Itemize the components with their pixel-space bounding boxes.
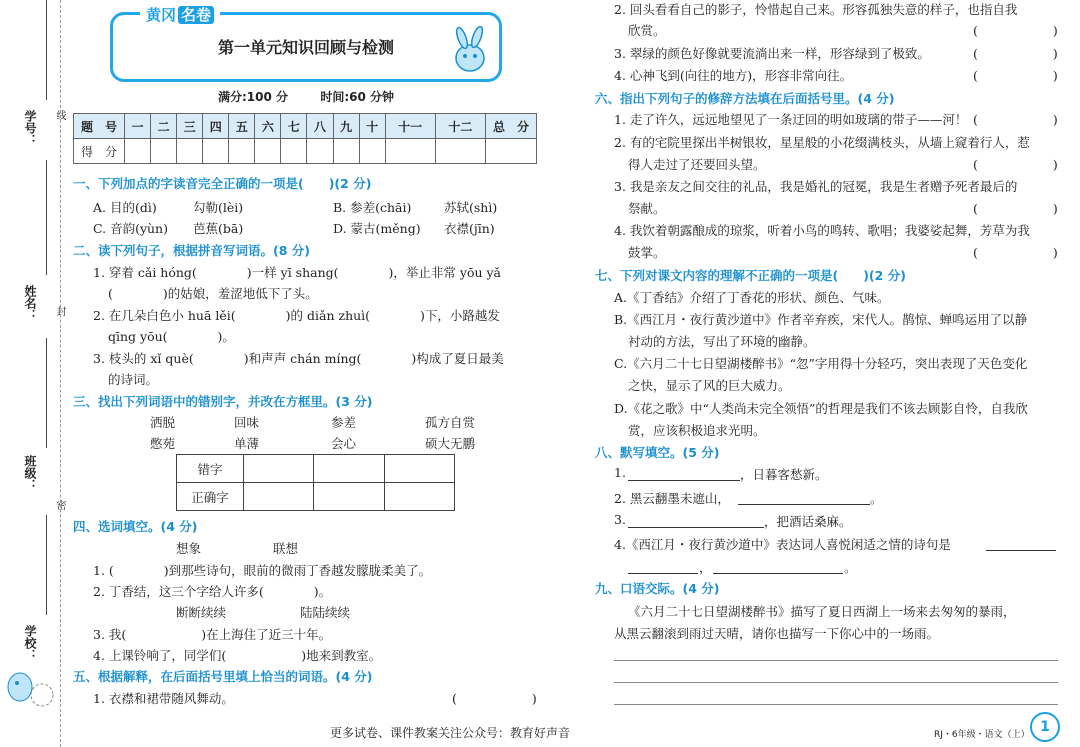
typo-label: 错字	[177, 455, 244, 483]
question-line: ，日暮客愁新。	[740, 467, 828, 482]
fill-blank[interactable]	[628, 480, 740, 481]
answer-box[interactable]	[384, 483, 454, 511]
question-line: 2. 黑云翻墨未遮山，	[614, 491, 730, 506]
option-line: 赏，应该积极追求光明。	[628, 423, 766, 438]
section-1-heading: 一、下列加点的字读音完全正确的一项是( )(2 分)	[73, 176, 372, 191]
score-input[interactable]	[125, 139, 151, 164]
question-line: 1. ( )到那些诗句，眼前的微雨丁香越发朦胧柔美了。	[93, 563, 432, 578]
score-input[interactable]	[177, 139, 203, 164]
question-line: 4. 上课铃响了，同学们( )地来到教室。	[93, 648, 382, 663]
section-7-heading: 七、下列对课文内容的理解不正确的一项是( )(2 分)	[595, 268, 906, 283]
option-b2: 苏轼(shì)	[444, 200, 498, 215]
score-cell: 三	[177, 114, 203, 139]
answer-box[interactable]	[314, 483, 384, 511]
name-label: 姓名：	[23, 285, 37, 321]
writing-line[interactable]	[614, 704, 1058, 705]
score-input[interactable]	[435, 139, 485, 164]
option-b1: B. 参差(chāi)	[333, 200, 412, 215]
score-input[interactable]	[486, 139, 537, 164]
cut-line	[60, 0, 61, 747]
answer-parens[interactable]: ( )	[973, 46, 1058, 61]
grade-label: RJ・6年级・语文（上）	[934, 730, 1030, 740]
score-input[interactable]	[385, 139, 435, 164]
option-a1: A. 目的(dì)	[93, 200, 157, 215]
word-item: 单薄	[234, 436, 260, 451]
question-line: 1. 衣襟和裙带随风舞动。	[93, 691, 234, 706]
question-line: 1. 走了许久，远远地望见了一条迂回的明如玻璃的带子——河！	[614, 112, 968, 127]
question-line: 得人走过了还要回头望。	[628, 157, 766, 172]
fill-blank[interactable]	[628, 527, 764, 528]
writing-line[interactable]	[614, 660, 1058, 661]
answer-box[interactable]	[384, 455, 454, 483]
exam-time: 时间:60 分钟	[320, 90, 395, 104]
option-line: 之快，显示了风的巨大威力。	[628, 378, 791, 393]
score-cell: 六	[255, 114, 281, 139]
question-line: 从黑云翻滚到雨过天晴，请你也描写一下你心中的一场雨。	[614, 626, 940, 641]
question-line: ( )的姑娘，羞涩地低下了头。	[108, 286, 318, 301]
score-input[interactable]	[203, 139, 229, 164]
score-cell: 七	[281, 114, 307, 139]
fill-blank[interactable]	[986, 550, 1056, 551]
section-8-heading: 八、默写填空。(5 分)	[595, 445, 720, 460]
question-line: 祭献。	[628, 201, 666, 216]
answer-box[interactable]	[314, 455, 384, 483]
score-table	[73, 113, 537, 164]
page-title: 第一单元知识回顾与检测	[217, 38, 394, 57]
page-number: 1	[1030, 712, 1060, 742]
section-9-heading: 九、口语交际。(4 分)	[595, 581, 720, 596]
score-cell: 二	[151, 114, 177, 139]
word-item: 硕大无鹏	[425, 436, 476, 451]
question-line: 。	[870, 491, 883, 506]
writing-line[interactable]	[614, 682, 1058, 683]
question-line: 《六月二十七日望湖楼醉书》描写了夏日西湖上一场来去匆匆的暴雨，	[628, 604, 1016, 619]
question-line: 4. 心神飞到(向往的地方)，形容非常向往。	[614, 68, 853, 83]
score-input[interactable]	[151, 139, 177, 164]
score-table-header-row	[74, 114, 537, 139]
footer-note: 更多试卷、课件教案关注公众号：教育好声音	[330, 726, 571, 740]
rabbit-mascot-icon	[444, 26, 496, 76]
question-line: 3. 枝头的 xǐ què( )和声声 chán míng( )构成了夏日最美	[93, 351, 504, 366]
choice-word: 想象	[176, 541, 202, 556]
score-input[interactable]	[333, 139, 359, 164]
option-d2: 衣襟(jīn)	[444, 221, 495, 236]
question-line: qīng yōu( )。	[108, 329, 235, 344]
question-line: 3. 我是亲友之间交往的礼品，我是婚礼的冠冕，我是生者赠予死者最后的	[614, 179, 1018, 194]
fill-blank[interactable]	[738, 504, 870, 505]
section-6-heading: 六、指出下列句子的修辞方法填在后面括号里。(4 分)	[595, 91, 895, 106]
question-line: 4. 我饮着朝露酿成的琼浆，听着小鸟的鸣转、歌唱；我婆娑起舞，芳草为我	[614, 223, 1030, 238]
section-2-heading: 二、读下列句子，根据拼音写词语。(8 分)	[73, 243, 310, 258]
score-input[interactable]	[229, 139, 255, 164]
option-line: D.《花之歌》中“人类尚未完全领悟”的哲理是我们不该去顾影自怜，自我欣	[614, 401, 1028, 416]
section-3-heading: 三、找出下列词语中的错别字，并改在方框里。(3 分)	[73, 394, 373, 409]
word-item: 回味	[234, 415, 260, 430]
answer-box[interactable]	[244, 483, 314, 511]
score-cell: 总 分	[486, 114, 537, 139]
score-input[interactable]	[255, 139, 281, 164]
score-input[interactable]	[307, 139, 333, 164]
score-cell: 十一	[385, 114, 435, 139]
cut-mark-secret: 密	[54, 500, 65, 510]
fill-blank[interactable]	[628, 573, 698, 574]
binding-strip	[0, 0, 65, 747]
answer-box[interactable]	[244, 455, 314, 483]
fill-blank[interactable]	[713, 573, 843, 574]
question-line: 1. 穿着 cǎi hóng( )一样 yī shang( )，举止非常 yōu yǎ	[93, 265, 502, 280]
option-line: A.《丁香结》介绍了丁香花的形状、颜色、气味。	[614, 290, 890, 305]
exam-info	[110, 88, 502, 105]
option-d1: D. 蒙古(měng)	[333, 221, 421, 236]
cut-mark-seal: 封	[54, 306, 65, 316]
section-4-heading: 四、选词填空。(4 分)	[73, 519, 198, 534]
correct-label: 正确字	[177, 483, 244, 511]
score-cell: 八	[307, 114, 333, 139]
school-label: 学校：	[23, 625, 37, 661]
answer-parens[interactable]: ( )	[973, 23, 1058, 38]
question-line: 3. 我( )在上海住了近三十年。	[93, 627, 332, 642]
score-table-score-row	[74, 139, 537, 164]
score-cell: 四	[203, 114, 229, 139]
score-cell: 五	[229, 114, 255, 139]
question-line: 欣赏。	[628, 23, 666, 38]
score-input[interactable]	[359, 139, 385, 164]
question-line: ，把酒话桑麻。	[764, 514, 852, 529]
word-item: 会心	[331, 436, 357, 451]
score-cell: 得 分	[74, 139, 125, 164]
question-line: 2. 丁香结，这三个字给人许多( )。	[93, 584, 332, 599]
cut-mark-line: 线	[54, 110, 65, 120]
question-line: 2. 在几朵白色小 huā lěi( )的 diǎn zhuì( )下，小路越发	[93, 308, 500, 323]
word-item: 孤方自赏	[425, 415, 476, 430]
question-line: 。	[844, 560, 857, 575]
brand-logo: 黄冈 名卷	[140, 4, 220, 25]
question-line: ，	[699, 560, 712, 575]
score-cell: 十二	[435, 114, 485, 139]
student-id-label: 学号：	[23, 110, 37, 146]
question-line: 的诗词。	[108, 372, 159, 387]
option-line: C.《六月二十七日望湖楼醉书》“忽”字用得十分轻巧，突出表现了天色变化	[614, 356, 1028, 371]
option-c2: 芭蕉(bā)	[193, 221, 244, 236]
question-line: 2. 有的宅院里探出半树银妆，星星般的小花缀满枝头，从墙上窥着行人，惹	[614, 135, 1030, 150]
option-a2: 勾勒(lèi)	[193, 200, 244, 215]
choice-word: 联想	[273, 541, 299, 556]
full-score: 满分:100 分	[217, 90, 288, 104]
correction-table	[176, 454, 455, 511]
question-number: 3.	[614, 512, 626, 527]
section-5-heading: 五、根据解释，在后面括号里填上恰当的词语。(4 分)	[73, 669, 373, 684]
answer-parens[interactable]: ( )	[973, 112, 1058, 127]
option-line: 衬动的方法，写出了环境的幽静。	[628, 334, 816, 349]
score-cell: 题 号	[74, 114, 125, 139]
answer-parens[interactable]: ( )	[452, 691, 537, 706]
class-label: 班级：	[23, 455, 37, 491]
option-c1: C. 音韵(yùn)	[93, 221, 168, 236]
score-cell: 一	[125, 114, 151, 139]
answer-parens[interactable]: ( )	[973, 201, 1058, 216]
question-line: 2. 回头看看自己的影子，怜惜起自己来。形容孤独失意的样子，也指自我	[614, 2, 1018, 17]
score-cell: 十	[359, 114, 385, 139]
choice-word: 陆陆续续	[300, 605, 351, 620]
score-input[interactable]	[281, 139, 307, 164]
option-line: B.《西江月・夜行黄沙道中》作者辛弃疾，宋代人。鹊惊、蝉鸣运用了以静	[614, 312, 1028, 327]
choice-word: 断断续续	[176, 605, 227, 620]
answer-parens[interactable]: ( )	[973, 68, 1058, 83]
word-item: 洒脱	[150, 415, 176, 430]
mascot-icon	[4, 655, 54, 713]
question-number: 1.	[614, 465, 626, 480]
score-cell: 九	[333, 114, 359, 139]
question-line: 3. 翠绿的颜色好像就要流淌出来一样，形容绿到了极致。	[614, 46, 930, 61]
answer-parens[interactable]: ( )	[973, 245, 1058, 260]
question-line: 4.《西江月・夜行黄沙道中》表达词人喜悦闲适之情的诗句是	[614, 537, 951, 552]
word-item: 憋苑	[150, 436, 176, 451]
answer-parens[interactable]: ( )	[973, 157, 1058, 172]
question-line: 鼓掌。	[628, 245, 666, 260]
word-item: 参差	[331, 415, 357, 430]
